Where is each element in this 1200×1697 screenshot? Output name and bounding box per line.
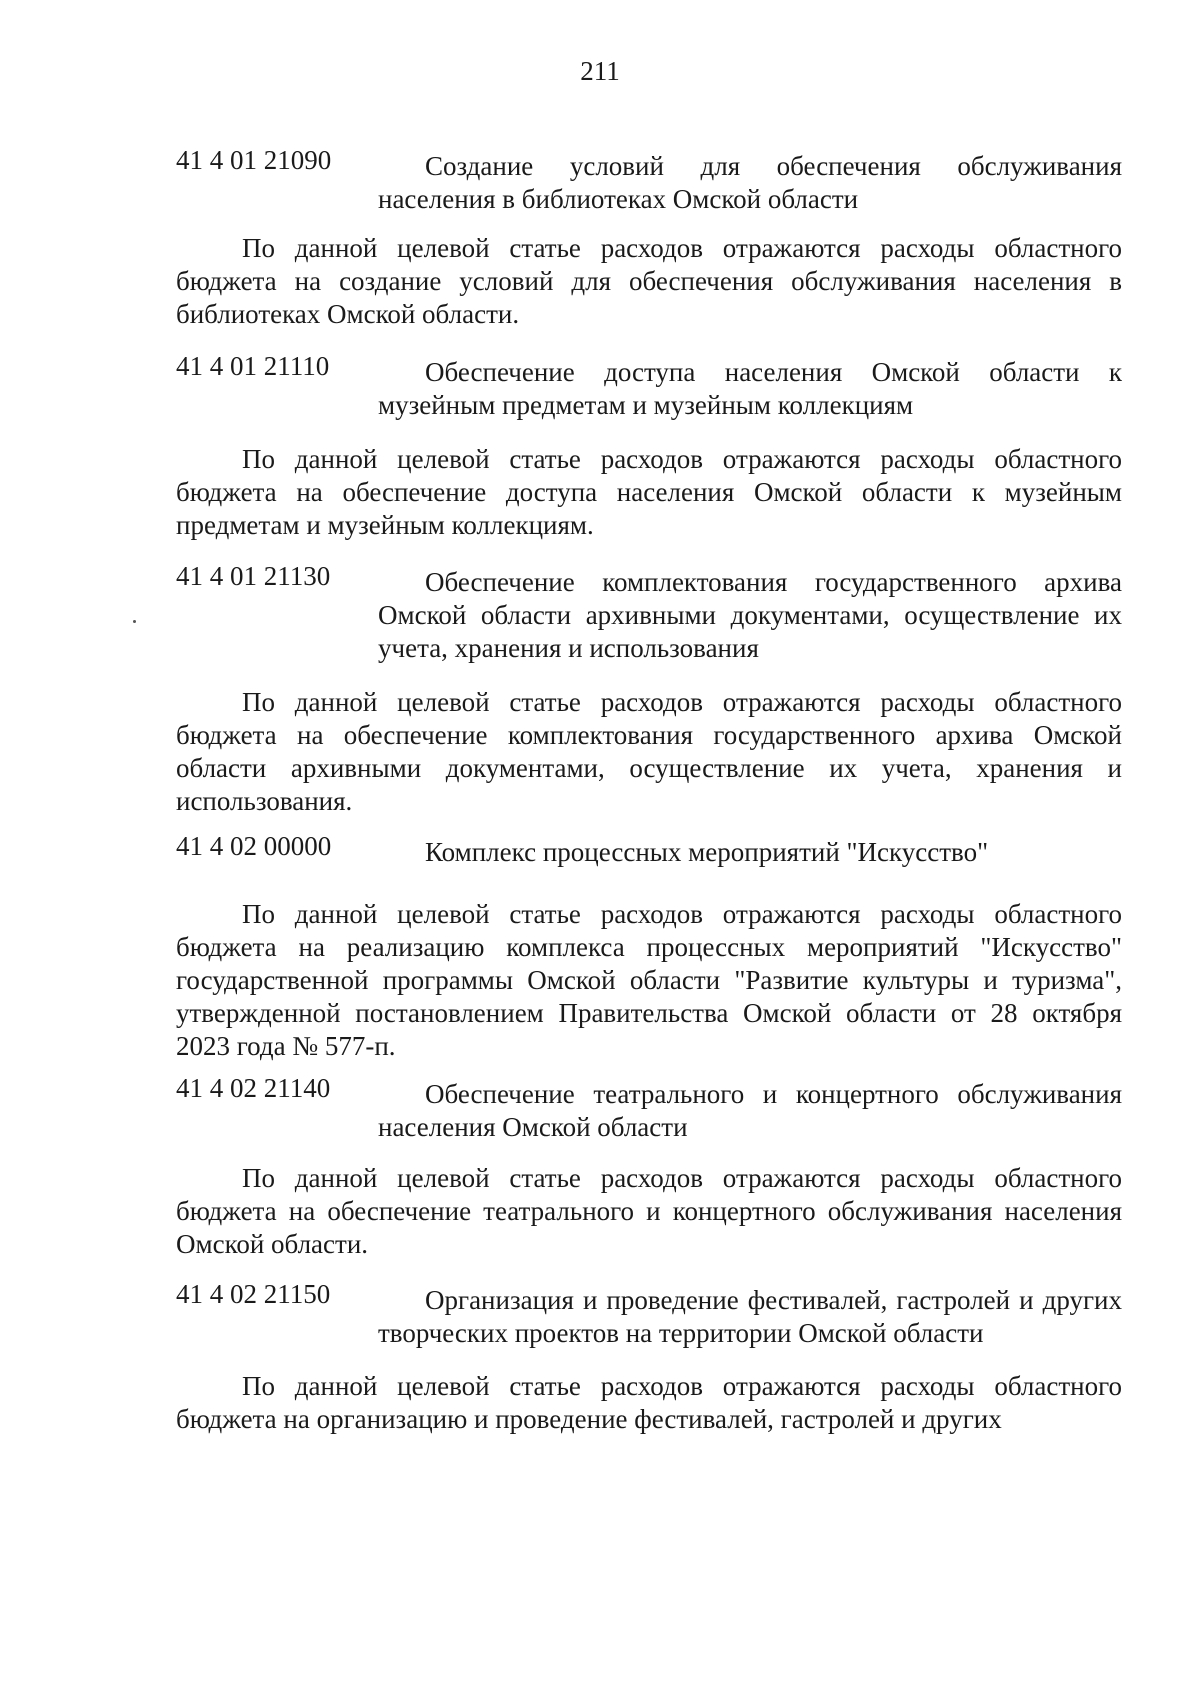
entry-title: Создание условий для обеспечения обслуживания населения в библиотеках Омской области — [378, 151, 1122, 214]
entry-description: По данной целевой статье расходов отражаются расходы областного бюджета на обеспечение театрального и концертного обслуживания населения Омской области. — [176, 1163, 1122, 1259]
entry-title: Организация и проведение фестивалей, гастролей и других творческих проектов на территории Омской области — [378, 1285, 1122, 1348]
page-number: 211 — [580, 56, 620, 86]
entry-header — [176, 351, 1122, 422]
entry-description: По данной целевой статье расходов отражаются расходы областного бюджета на обеспечение комплектования государственного архива Омской области архивными документами, осуществление их учета, хранения и использования. — [176, 687, 1122, 816]
entry-header — [176, 561, 1122, 665]
entry-title: Обеспечение доступа населения Омской области к музейным предметам и музейным коллекциям — [378, 357, 1122, 420]
entry-description: По данной целевой статье расходов отражаются расходы областного бюджета на реализацию комплекса процессных мероприятий "Искусство" государственной программы Омской области "Развитие культуры и туризма", утвержденной постановлением Правительства Омской области от 28 октября 2023 года № 577-п. — [176, 899, 1122, 1061]
entry-header — [176, 831, 1122, 869]
entry-description: По данной целевой статье расходов отражаются расходы областного бюджета на создание условий для обеспечения обслуживания населения в библиотеках Омской области. — [176, 233, 1122, 329]
entry-code: 41 4 01 21130 — [176, 561, 331, 591]
entry-header — [176, 1279, 1122, 1350]
entry-title: Комплекс процессных мероприятий "Искусство" — [425, 837, 989, 867]
entry-header — [176, 1073, 1122, 1144]
entry-description: По данной целевой статье расходов отражаются расходы областного бюджета на организацию и проведение фестивалей, гастролей и других — [176, 1371, 1122, 1434]
entry-title: Обеспечение театрального и концертного обслуживания населения Омской области — [378, 1079, 1122, 1142]
entry-code: 41 4 01 21110 — [176, 351, 330, 381]
entry-description: По данной целевой статье расходов отражаются расходы областного бюджета на обеспечение доступа населения Омской области к музейным предметам и музейным коллекциям. — [176, 444, 1122, 540]
entry-code: 41 4 02 21150 — [176, 1279, 331, 1309]
entry-code: 41 4 02 00000 — [176, 831, 332, 861]
entry-code: 41 4 01 21090 — [176, 145, 332, 175]
entry-title: Обеспечение комплектования государственного архива Омской области архивными документами, осуществление их учета, хранения и использования — [378, 567, 1122, 663]
entry-header — [176, 145, 1122, 216]
entry-code: 41 4 02 21140 — [176, 1073, 331, 1103]
scan-speck — [133, 620, 136, 623]
